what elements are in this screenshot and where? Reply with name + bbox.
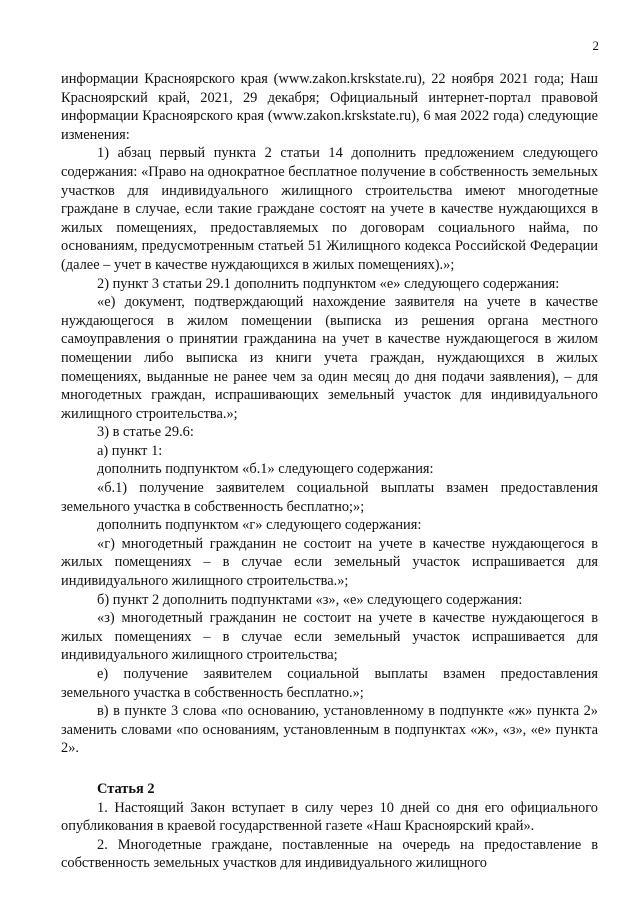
paragraph-item-2: 2) пункт 3 статьи 29.1 дополнить подпунктом «е» следующего содержания: xyxy=(97,275,560,292)
paragraph-intro-continuation: информации Красноярского края (www.zakon.krskstate.ru), 22 ноября 2021 года; Наш Красноярский край, 2021, 29 декабря; Официальный интернет-портал правовой информации Красноярского края (www.zakon.krskstate.ru), 6 мая 2022 года) следующие изменения: xyxy=(61,71,598,143)
article-2-heading: Статья 2 xyxy=(97,780,155,797)
paragraph-item-3: 3) в статье 29.6: xyxy=(97,424,194,441)
document-body xyxy=(61,70,598,873)
paragraph-add-b1: дополнить подпунктом «б.1» следующего содержания: xyxy=(97,461,434,478)
page-number: 2 xyxy=(592,38,599,53)
paragraph-b1-text: «б.1) получение заявителем социальной выплаты взамен предоставления земельного участка в собственность бесплатно;»; xyxy=(61,480,598,515)
article-2-paragraph-1: 1. Настоящий Закон вступает в силу через 10 дней со дня его официального опубликования в краевой государственной газете «Наш Красноярский край». xyxy=(61,799,598,835)
paragraph-e-text: е) получение заявителем социальной выплаты взамен предоставления земельного участка в собственность бесплатно.»; xyxy=(61,666,598,701)
paragraph-subitem-v: в) в пункте 3 слова «по основанию, установленному в подпункте «ж» пункта 2» заменить словами «по основаниям, установленным в подпунктах «ж», «з», «е» пункта 2». xyxy=(61,703,598,757)
paragraph-g-text: «г) многодетный гражданин не состоит на учете в качестве нуждающегося в жилых помещениях – в случае если земельный участок испрашивается для индивидуального жилищного строительства.»; xyxy=(61,535,598,590)
paragraph-z-text: «з) многодетный гражданин не состоит на учете в качестве нуждающегося в жилых помещениях – в случае если земельный участок испрашивается для индивидуального жилищного строительства; xyxy=(61,610,598,664)
article-2-paragraph-2: 2. Многодетные граждане, поставленные на очередь на предоставление в собственность земельных участков для индивидуального жилищного xyxy=(61,836,598,872)
paragraph-add-g: дополнить подпунктом «г» следующего содержания: xyxy=(97,517,422,534)
paragraph-item-1: 1) абзац первый пункта 2 статьи 14 дополнить предложением следующего содержания: «Право на однократное бесплатное получение в собственность земельных участков для индивидуального жилищного строительства имеют многодетные граждане в случае, если такие граждане состоят на учете в качестве нуждающихся в жилых помещениях, предоставляемых по договорам социального найма, по основаниям, предусмотренным статьей 51 Жилищного кодекса Российской Федерации (далее – учет в качестве нуждающихся в жилых помещениях).»; xyxy=(61,145,598,273)
paragraph-subitem-b: б) пункт 2 дополнить подпунктами «з», «е» следующего содержания: xyxy=(97,591,523,608)
paragraph-subitem-a: а) пункт 1: xyxy=(97,442,163,459)
paragraph-subitem-e: «е) документ, подтверждающий нахождение заявителя на учете в качестве нуждающегося в жилом помещении (выписка из решения органа местного самоуправления о принятии гражданина на учет в качестве нуждающегося в жилом помещении либо выписка из книги учета граждан, нуждающихся в жилых помещениях, выданные не ранее чем за один месяц до дня подачи заявления), – для многодетных граждан, испрашивающих земельный участок для индивидуального жилищного строительства.»; xyxy=(61,294,598,422)
